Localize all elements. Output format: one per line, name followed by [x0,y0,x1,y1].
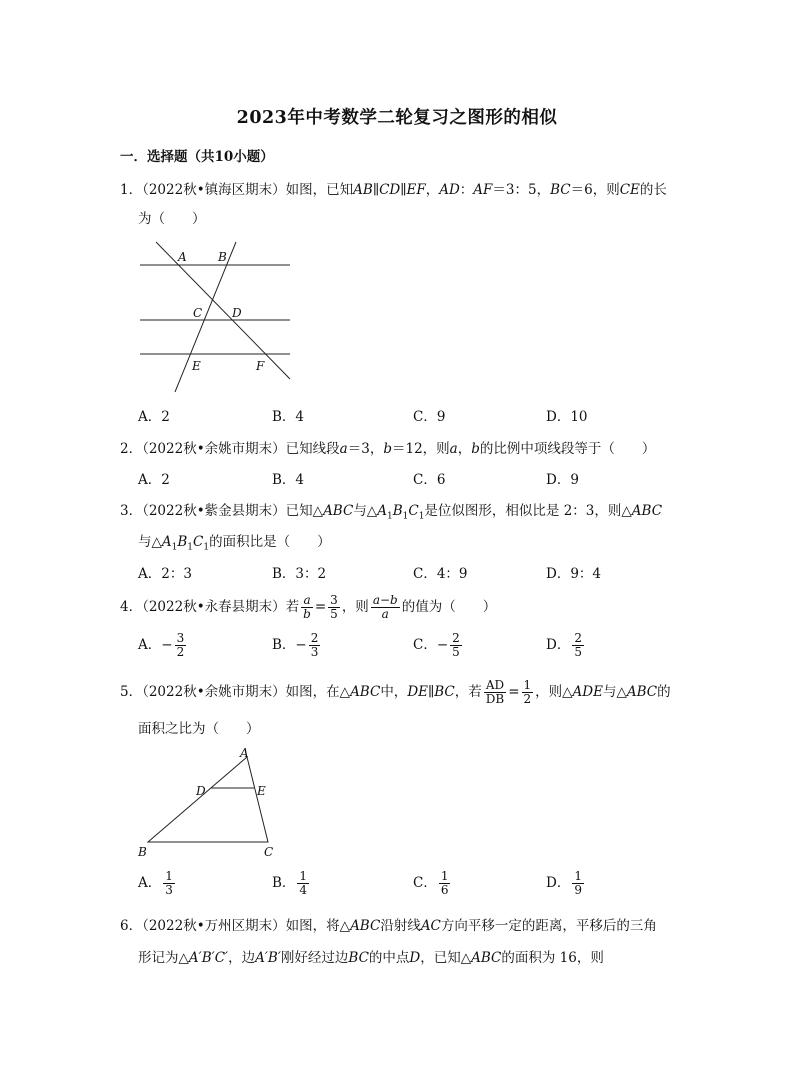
option-b[interactable]: B．4 [272,472,305,488]
option-a[interactable] [138,870,177,897]
question-text: 与△ [602,684,627,700]
question-source: （2022秋•余姚市期末） [142,684,286,700]
denominator: b [303,607,311,621]
math-expression: AD [439,182,460,198]
fraction [371,594,400,621]
fraction [572,632,584,659]
math-expression: B [392,503,403,519]
math-expression: a [449,441,458,457]
math-expression: a [339,441,348,457]
option-d[interactable]: D．10 [546,409,588,425]
math-expression: ABC [471,950,502,966]
denominator: 6 [440,883,449,897]
option-c[interactable]: C．4：9 [413,566,468,582]
numerator: 1 [523,678,532,692]
question-text: 刚好经过边 [280,950,349,966]
question-text: ＝3， [347,441,384,457]
question-text: 的中点 [368,950,410,966]
option-label: C． [413,875,437,891]
numerator: 1 [299,869,308,883]
numerator: 1 [574,869,582,883]
math-expression: ABC [350,918,381,934]
denominator: 3 [310,645,319,659]
option-label: B． [272,875,296,891]
math-expression: AC [420,918,441,934]
question-source: （2022秋•余姚市期末） [142,441,286,457]
question-text: 如图，已知 [285,182,354,198]
question-text: 如图，在△ [285,684,351,700]
question-text: 如图，将△ [285,918,351,934]
question-source: （2022秋•紫金县期末） [142,503,286,519]
question-text: 的比例中项线段等于（ ） [479,441,656,457]
question-source: （2022秋•万州区期末） [142,918,286,934]
denominator: 4 [299,883,308,897]
fraction [328,594,340,621]
option-label: B． [272,637,296,653]
subscript: 1 [418,511,425,522]
point-label-e: E [257,784,266,798]
math-expression: C [193,534,204,550]
subscript: 1 [386,511,393,522]
question-text: 形记为△ [138,950,189,966]
question-text: 是位似图形，相似比是 2：3，则△ [424,503,632,519]
question-5-line2: 面积之比为（ ） [138,721,260,737]
question-2 [120,437,655,457]
triangle-abc [148,757,268,842]
question-text: 的面积比是（ ） [209,534,331,550]
fraction [572,870,584,897]
question-text: ＝12，则 [391,441,450,457]
question-text: 的 [657,684,671,700]
question-text: ，已知△ [420,950,472,966]
denominator: 9 [574,883,582,897]
math-expression: A′B′ [255,950,281,966]
math-expression: D [409,950,421,966]
numerator: a−b [372,593,398,607]
option-c[interactable]: C．6 [413,472,446,488]
figure-parallel-lines [130,236,300,396]
option-label: C． [413,637,437,653]
question-text: 已知线段 [285,441,340,457]
fraction [439,870,451,897]
subscript: 1 [187,542,194,553]
question-5 [120,679,671,706]
option-a[interactable] [138,632,188,659]
math-expression: BC [348,950,369,966]
fraction [522,679,534,706]
question-text: ， [457,441,472,457]
denominator: 2 [523,692,532,706]
question-4 [120,594,496,621]
math-expression: A′B′C′ [188,950,229,966]
math-expression: DE∥BC [407,684,455,700]
option-b[interactable] [272,870,311,897]
question-text: ，边 [228,950,256,966]
point-label-c: C [264,845,274,859]
question-text: 中， [380,684,408,700]
question-6 [120,914,657,934]
math-expression: ADE [572,684,603,700]
question-1 [120,178,667,198]
denominator: 5 [452,645,460,659]
math-expression: B [177,534,188,550]
equals-sign: = [508,684,520,700]
minus-sign: − [436,637,449,653]
math-expression: CE [619,182,640,198]
math-expression: b [383,441,392,457]
numerator: 3 [330,593,338,607]
option-d[interactable] [546,632,586,659]
option-c[interactable] [413,870,452,897]
numerator: AD [484,679,506,693]
question-number: 2． [120,441,143,457]
option-c[interactable]: C．9 [413,409,446,425]
option-a[interactable]: A．2 [138,472,170,488]
option-a[interactable]: A．2 [138,409,170,425]
math-expression: b [471,441,480,457]
fraction [450,632,462,659]
fraction [175,632,187,659]
question-text: ＝3：5， [492,182,551,198]
fraction [484,679,506,706]
math-expression: ABC [631,503,663,519]
minus-sign: − [161,637,173,653]
option-b[interactable]: B．3：2 [272,566,327,582]
subscript: 1 [203,542,210,553]
question-number: 5． [120,684,143,700]
option-d[interactable] [546,870,586,897]
denominator: 2 [176,645,185,659]
point-label-a: A [178,250,187,264]
point-label-e: E [192,359,201,373]
option-b[interactable] [272,632,322,659]
point-label-d: D [232,306,242,320]
question-text: ， [425,182,440,198]
question-text: ＝6，则 [570,182,620,198]
numerator: 2 [452,631,460,645]
question-source: （2022秋•镇海区期末） [142,182,286,198]
subscript: 1 [402,511,409,522]
page-title: 2023年中考数学二轮复习之图形的相似 [236,108,558,128]
point-label-f: F [256,359,265,373]
question-number: 1． [120,182,143,198]
question-text: 与△ [138,534,162,550]
point-label-b: B [138,845,147,859]
fraction [301,594,313,621]
question-text: 若 [285,599,300,615]
numerator: 2 [310,631,319,645]
question-text: 与△ [353,503,378,519]
denominator: DB [485,692,505,706]
minus-sign: − [295,637,307,653]
option-a[interactable]: A．2：3 [138,566,192,582]
subscript: 1 [171,542,178,553]
question-3 [120,499,662,522]
question-3-line2 [138,530,331,553]
numerator: 1 [440,869,449,883]
section-heading: 一．选择题（共10小题） [120,149,274,165]
numerator: 3 [176,631,185,645]
question-number: 6． [120,918,143,934]
question-text: 沿射线 [380,918,421,934]
question-1-line2: 为（ ） [138,211,206,227]
numerator: a [301,594,313,608]
denominator: 5 [574,645,582,659]
numerator: 1 [165,869,173,883]
question-source: （2022秋•永春县期末） [142,599,286,615]
point-label-c: C [193,306,203,320]
equals-sign: = [314,599,327,615]
question-text: ，则△ [535,684,573,700]
math-expression: BC [550,182,571,198]
point-label-a: A [240,746,249,760]
option-d[interactable]: D．9 [546,472,579,488]
math-expression: ABC [323,503,354,519]
question-text: ，则 [341,599,369,615]
figure-triangle [132,745,292,863]
question-text: 方向平移一定的距离，平移后的三角 [440,918,657,934]
denominator: 5 [330,607,338,621]
math-expression: C [408,503,419,519]
question-text: ，若 [454,684,482,700]
question-text: 的长 [639,182,667,198]
option-label: D． [546,875,571,891]
option-label: A． [138,875,162,891]
numerator: 2 [574,631,582,645]
point-label-d: D [196,784,206,798]
denominator: a [381,607,389,621]
option-label: D． [546,637,571,653]
denominator: 3 [165,883,173,897]
question-text: ： [459,182,474,198]
math-expression: A [377,503,387,519]
option-b[interactable]: B．4 [272,409,305,425]
math-expression: ABC [350,684,381,700]
question-text: 的面积为 16，则 [501,950,604,966]
math-expression: ABC [626,684,658,700]
question-6-line2 [138,946,604,966]
question-number: 3． [120,503,143,519]
option-label: A． [138,637,162,653]
point-label-b: B [218,250,227,264]
question-text: 的值为（ ） [401,599,497,615]
fraction [163,870,175,897]
math-expression: A [161,534,172,550]
option-d[interactable]: D．9：4 [546,566,602,582]
fraction [309,632,321,659]
option-c[interactable] [413,632,464,659]
question-number: 4． [120,599,143,615]
question-text: 已知△ [285,503,324,519]
fraction [297,870,309,897]
math-expression: AB∥CD∥EF [353,182,426,198]
math-expression: AF [473,182,493,198]
